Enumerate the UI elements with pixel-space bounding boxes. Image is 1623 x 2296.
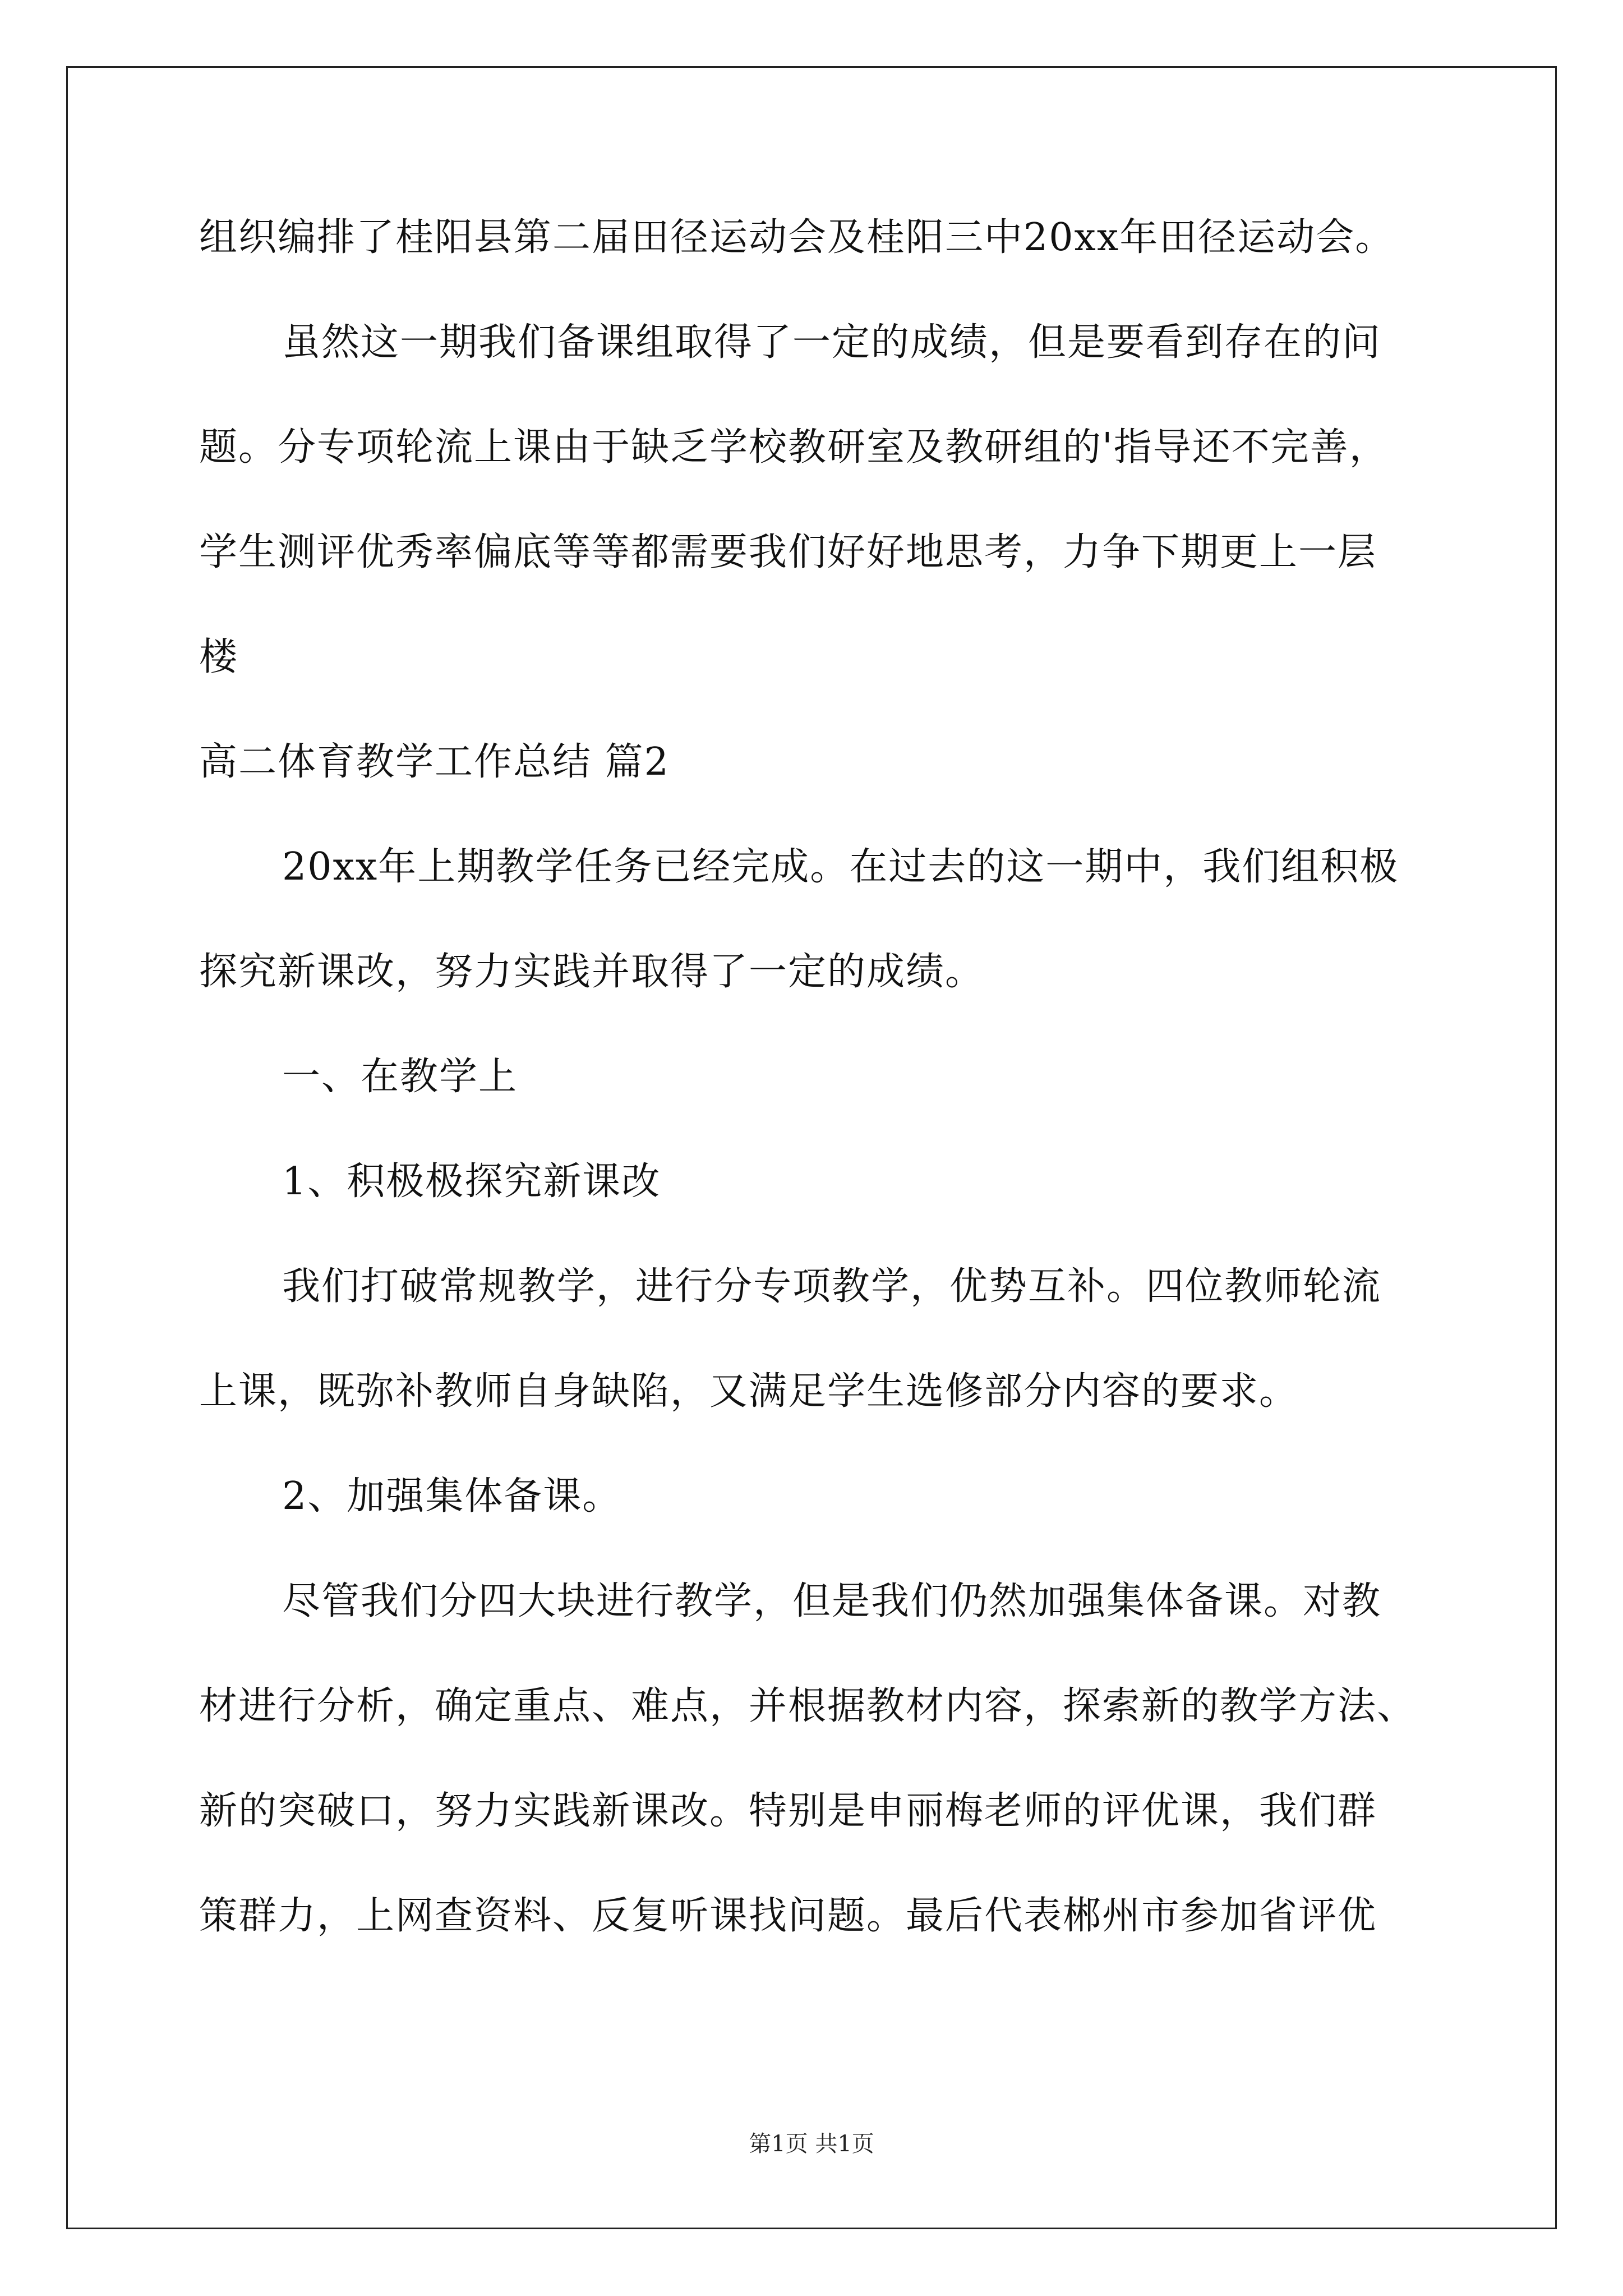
subsection-heading: 一、在教学上	[282, 1055, 518, 1099]
paragraph-line: 我们打破常规教学，进行分专项教学，优势互补。四位教师轮流	[282, 1264, 1382, 1309]
subsection-heading: 2、加强集体备课。	[282, 1474, 622, 1519]
paragraph-line: 题。分专项轮流上课由于缺乏学校教研室及教研组的'指导还不完善，	[199, 425, 1389, 470]
paragraph-line: 组织编排了桂阳县第二届田径运动会及桂阳三中20xx年田径运动会。	[199, 215, 1395, 260]
page-footer: 第1页 共1页	[749, 2131, 874, 2157]
section-heading: 高二体育教学工作总结 篇2	[199, 740, 670, 784]
paragraph-line: 上课，既弥补教师自身缺陷，又满足学生选修部分内容的要求。	[199, 1369, 1299, 1414]
subsection-heading: 1、积极极探究新课改	[282, 1159, 661, 1204]
paragraph-line: 材进行分析，确定重点、难点，并根据教材内容，探索新的教学方法、	[199, 1684, 1417, 1728]
paragraph-line: 20xx年上期教学任务已经完成。在过去的这一期中，我们组积极	[282, 845, 1399, 889]
paragraph-line: 虽然这一期我们备课组取得了一定的成绩，但是要看到存在的问	[282, 320, 1382, 365]
paragraph-line: 学生测评优秀率偏底等等都需要我们好好地思考，力争下期更上一层	[199, 530, 1377, 574]
paragraph-line: 尽管我们分四大块进行教学，但是我们仍然加强集体备课。对教	[282, 1579, 1382, 1623]
paragraph-line: 探究新课改，努力实践并取得了一定的成绩。	[199, 950, 985, 994]
paragraph-line: 新的突破口，努力实践新课改。特别是申丽梅老师的评优课，我们群	[199, 1789, 1377, 1833]
paragraph-line: 楼	[199, 635, 239, 679]
paragraph-line: 策群力，上网查资料、反复听课找问题。最后代表郴州市参加省评优	[199, 1894, 1377, 1938]
